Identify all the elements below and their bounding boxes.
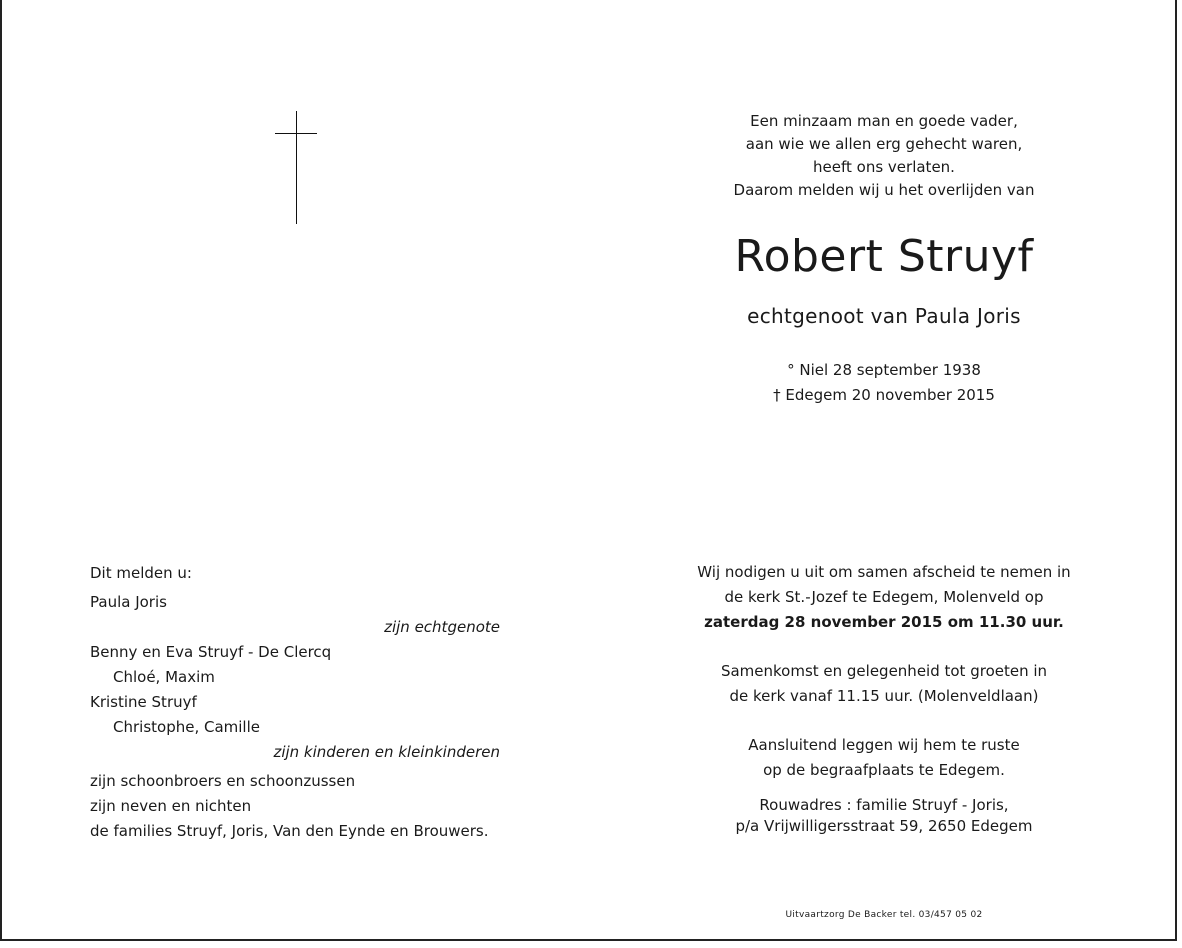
burial-block: [674, 733, 1094, 783]
birth-date: ° Niel 28 september 1938: [787, 361, 981, 379]
family-spouse: Paula Joris: [90, 593, 167, 611]
family-grandchildren: Chloé, Maxim: [113, 668, 215, 686]
life-dates: [684, 358, 1084, 408]
invite-line: de kerk St.-Jozef te Edegem, Molenveld op: [724, 588, 1044, 606]
children-role: zijn kinderen en kleinkinderen: [273, 743, 500, 761]
family-cousins: zijn neven en nichten: [90, 797, 252, 815]
gathering-block: [674, 659, 1094, 709]
intro-line: Een minzaam man en goede vader,: [750, 112, 1018, 130]
family-child: Kristine Struyf: [90, 693, 197, 711]
invite-date: zaterdag 28 november 2015 om 11.30 uur.: [704, 613, 1064, 631]
cross-icon-bar: [275, 133, 317, 134]
family-inlaws: zijn schoonbroers en schoonzussen: [90, 772, 356, 790]
gathering-line: de kerk vanaf 11.15 uur. (Molenveldlaan): [729, 687, 1039, 705]
intro-line: Daarom melden wij u het overlijden van: [733, 181, 1035, 199]
family-families: de families Struyf, Joris, Van den Eynde en Brouwers.: [90, 822, 489, 840]
address-line: p/a Vrijwilligersstraat 59, 2650 Edegem: [735, 817, 1033, 835]
intro-line: heeft ons verlaten.: [813, 158, 955, 176]
intro-text: [684, 110, 1084, 202]
address-line: Rouwadres : familie Struyf - Joris,: [759, 796, 1009, 814]
spouse-role: zijn echtgenote: [384, 618, 500, 636]
gathering-line: Samenkomst en gelegenheid tot groeten in: [720, 662, 1048, 680]
burial-line: op de begraafplaats te Edegem.: [763, 761, 1005, 779]
burial-line: Aansluitend leggen wij hem te ruste: [748, 736, 1020, 754]
family-child: Benny en Eva Struyf - De Clercq: [90, 643, 332, 661]
cross-icon: [296, 111, 297, 224]
family-list: [90, 561, 500, 844]
funeral-home-footer: Uitvaartzorg De Backer tel. 03/457 05 02: [785, 910, 983, 920]
family-heading: Dit melden u:: [90, 564, 192, 582]
ceremony-info: [674, 560, 1094, 837]
address-block: [674, 795, 1094, 837]
death-date: † Edegem 20 november 2015: [773, 386, 995, 404]
deceased-name: Robert Struyf: [734, 231, 1034, 282]
invite-line: Wij nodigen u uit om samen afscheid te nemen in: [697, 563, 1071, 581]
spouse-line: echtgenoot van Paula Joris: [747, 304, 1021, 328]
family-grandchildren: Christophe, Camille: [113, 718, 260, 736]
intro-line: aan wie we allen erg gehecht waren,: [745, 135, 1023, 153]
invitation-block: [674, 560, 1094, 635]
